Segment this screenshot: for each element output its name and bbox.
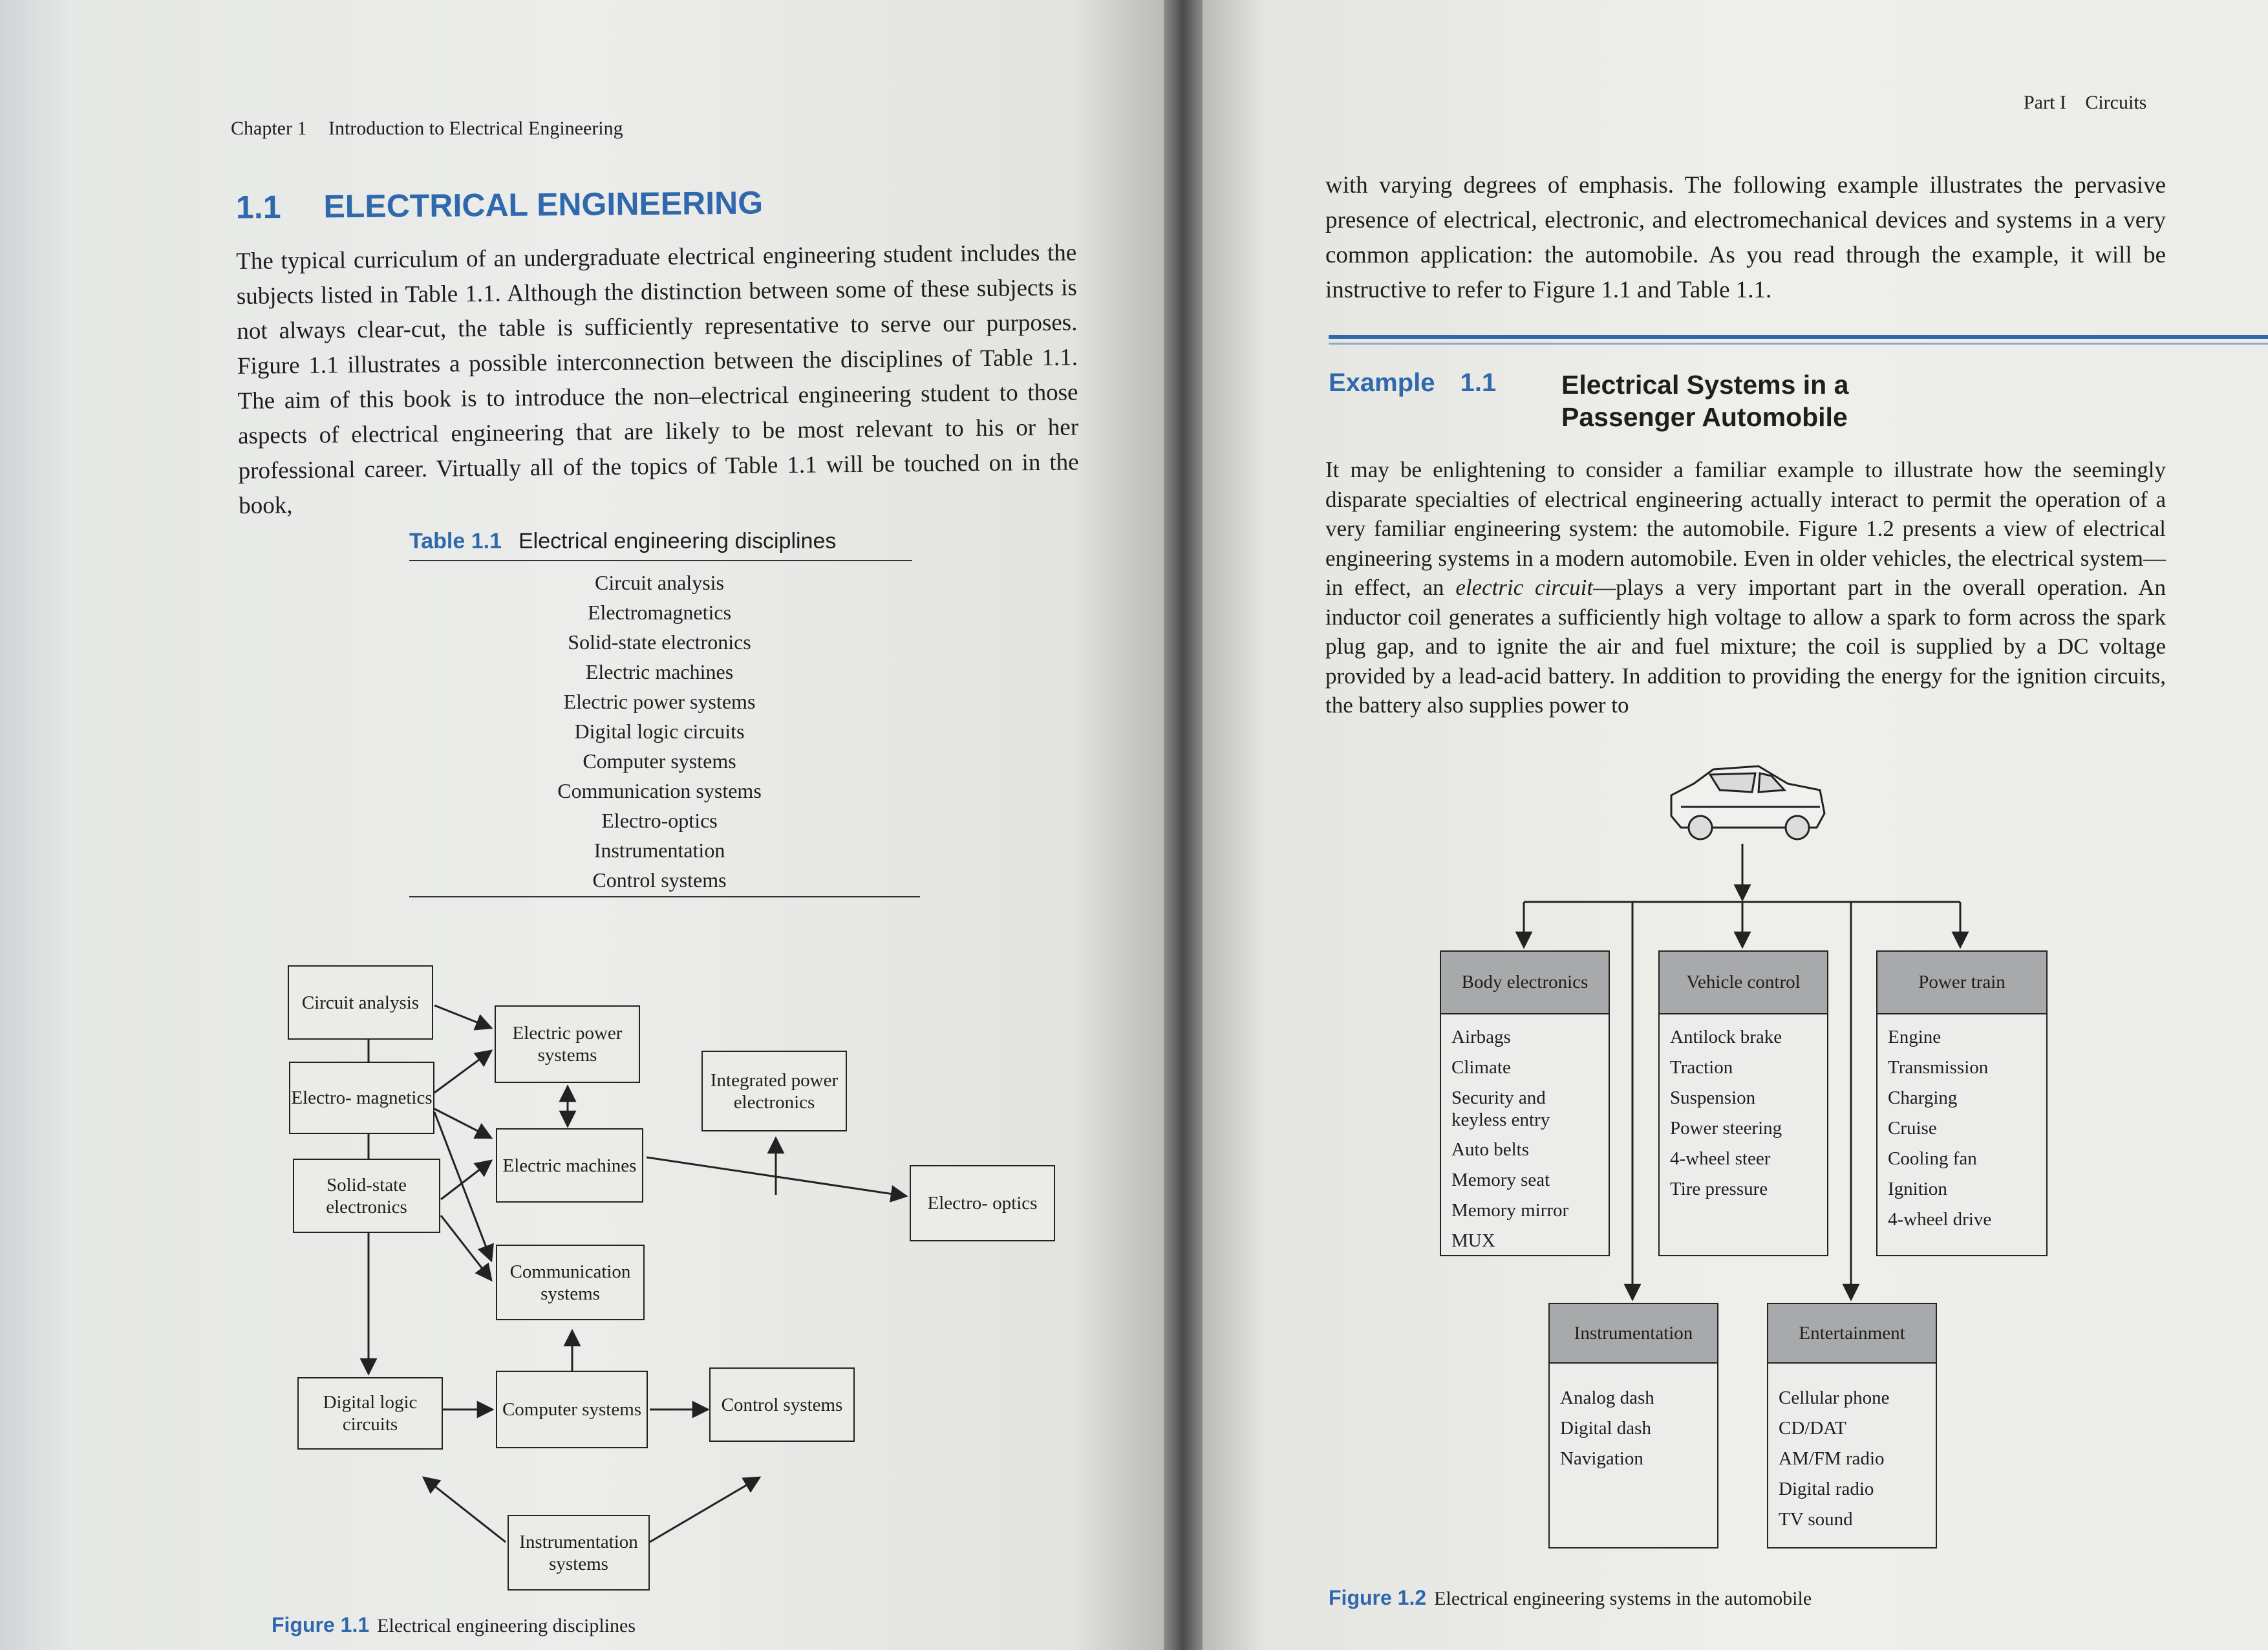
example-number: 1.1: [1460, 369, 1497, 397]
italic-term: electric circuit: [1455, 575, 1594, 600]
list-item: Memory mirror: [1451, 1200, 1569, 1221]
list-item: Solid-state electronics: [568, 630, 751, 654]
column-vehicle-control: [1658, 950, 1828, 1256]
figure-title: Electrical engineering systems in the automobile: [1434, 1588, 1812, 1609]
box-electromagnetics: Electro- magnetics: [289, 1062, 434, 1134]
column-header: Entertainment: [1768, 1304, 1936, 1364]
list-item: Cellular phone: [1779, 1388, 1890, 1408]
column-items: [1441, 1014, 1609, 1264]
column-power-train: [1876, 950, 2048, 1256]
column-header: Power train: [1878, 952, 2046, 1014]
example-word: Example: [1329, 369, 1435, 397]
list-item: Traction: [1670, 1057, 1733, 1078]
list-item: Analog dash: [1560, 1388, 1654, 1408]
example-title: Electrical Systems in a Passenger Automobile: [1561, 370, 1849, 432]
list-item: Control systems: [592, 868, 727, 892]
column-header: Vehicle control: [1660, 952, 1827, 1014]
list-item: 4-wheel steer: [1670, 1148, 1771, 1169]
list-item: Circuit analysis: [595, 571, 724, 594]
section-title: ELECTRICAL ENGINEERING: [323, 184, 764, 225]
list-item: Electric power systems: [563, 690, 756, 713]
table-title: Electrical engineering disciplines: [519, 529, 837, 553]
column-entertainment: [1767, 1303, 1937, 1548]
list-item: AM/FM radio: [1779, 1448, 1885, 1469]
example-paragraph: It may be enlightening to consider a familiar example to illustrate how the seemingly disparate specialties of electrical engineering actually interact to permit the operation of a very familiar engineering system: the automobile. Figure 1.2 presents a view of electrical engineering systems in a modern automobile. Even in older vehicles, the electrical system—in effect, an electric circuit—plays a very important part in the overall operation. An inductor coil generates a sufficiently high voltage to allow a spark to form across the spark plug gap, and to ignite the air and fuel mixture; the coil is supplied by a DC voltage provided by a lead-acid battery. In addition to providing the energy for the ignition circuits, the battery also supplies power to: [1325, 457, 2166, 718]
column-body-electronics: [1440, 950, 1610, 1256]
chapter-title: Introduction to Electrical Engineering: [328, 118, 623, 139]
list-item: Navigation: [1560, 1448, 1643, 1469]
list-item: Digital radio: [1779, 1479, 1874, 1499]
column-items: [1768, 1364, 1936, 1543]
box-digital-logic-circuits: Digital logic circuits: [297, 1377, 443, 1450]
box-computer-systems: Computer systems: [496, 1371, 648, 1448]
list-item: Communication systems: [557, 779, 762, 802]
table-label: Table 1.1: [409, 529, 502, 553]
list-item: 4-wheel drive: [1888, 1209, 1992, 1230]
figure-label: Figure 1.1: [272, 1613, 370, 1636]
box-solid-state-electronics: Solid-state electronics: [293, 1159, 440, 1233]
part-label: Part I: [2024, 92, 2066, 113]
list-item: MUX: [1451, 1230, 1495, 1251]
list-item: CD/DAT: [1779, 1418, 1846, 1439]
figure-1-2-arrows: [1203, 0, 2268, 1650]
list-item: Transmission: [1888, 1057, 1989, 1078]
list-item: Instrumentation: [594, 839, 725, 862]
chapter-label: Chapter 1: [231, 118, 307, 139]
list-item: Digital logic circuits: [574, 720, 745, 743]
list-item: Security and keyless entry: [1451, 1088, 1550, 1130]
book-gutter: [1164, 0, 1203, 1650]
column-items: [1660, 1014, 1827, 1212]
list-item: Climate: [1451, 1057, 1511, 1078]
list-item: Memory seat: [1451, 1170, 1550, 1190]
paragraph-text: The typical curriculum of an undergraduate electrical engineering student includes the subjects listed in Table 1.1. Although the distinction between some of these subjects is not always clear-cut, the table is sufficiently representative to serve our purposes. Figure 1.1 illustrates a possible interconnection between the disciplines of Table 1.1. The aim of this book is to introduce the non–electrical engineering student to those aspects of electrical engineering that are likely to be most relevant to his or her professional career. Virtually all of the topics of Table 1.1 will be touched on in the book,: [236, 239, 1079, 519]
list-item: Engine: [1888, 1027, 1942, 1047]
figure-label: Figure 1.2: [1329, 1586, 1427, 1609]
column-items: [1878, 1014, 2046, 1243]
box-instrumentation-systems: Instrumentation systems: [508, 1515, 650, 1591]
section-number: 1.1: [235, 188, 281, 226]
list-item: Electric machines: [585, 660, 734, 683]
list-item: Computer systems: [583, 749, 736, 773]
list-item: Suspension: [1670, 1088, 1756, 1108]
list-item: Cruise: [1888, 1118, 1937, 1139]
figure-1-2-caption: [1329, 1586, 1812, 1610]
list-item: Ignition: [1888, 1179, 1947, 1199]
list-item: Cooling fan: [1888, 1148, 1977, 1169]
list-item: Power steering: [1670, 1118, 1782, 1139]
list-item: Antilock brake: [1670, 1027, 1782, 1047]
list-item: Tire pressure: [1670, 1179, 1768, 1199]
box-control-systems: Control systems: [709, 1367, 855, 1442]
box-communication-systems: Communication systems: [496, 1245, 645, 1320]
list-item: Airbags: [1451, 1027, 1511, 1047]
part-title: Circuits: [2085, 92, 2147, 113]
box-electric-power-systems: Electric power systems: [495, 1005, 640, 1083]
column-instrumentation: [1548, 1303, 1718, 1548]
paragraph-text: with varying degrees of emphasis. The following example illustrates the pervasive presence of electrical, electronic, and electromechanical devices and systems in a very common application: the automobile. As you read through the example, it will be instructive to refer to Figure 1.1 and Table 1.1.: [1325, 172, 2166, 303]
figure-1-1-caption: [272, 1613, 636, 1637]
box-electric-machines: Electric machines: [496, 1128, 643, 1203]
list-item: Electro-optics: [601, 809, 718, 832]
right-page: [1203, 0, 2268, 1650]
car-icon: [1671, 766, 1824, 839]
column-header: Body electronics: [1441, 952, 1609, 1014]
box-integrated-power-electronics: Integrated power electronics: [701, 1051, 847, 1131]
box-electro-optics: Electro- optics: [910, 1165, 1055, 1241]
list-item: TV sound: [1779, 1509, 1853, 1530]
list-item: Auto belts: [1451, 1139, 1530, 1160]
list-item: Digital dash: [1560, 1418, 1651, 1439]
box-circuit-analysis: Circuit analysis: [288, 965, 433, 1040]
list-item: Electromagnetics: [587, 601, 732, 624]
column-header: Instrumentation: [1550, 1304, 1717, 1364]
list-item: Charging: [1888, 1088, 1958, 1108]
column-items: [1550, 1364, 1717, 1482]
figure-title: Electrical engineering disciplines: [377, 1615, 636, 1636]
